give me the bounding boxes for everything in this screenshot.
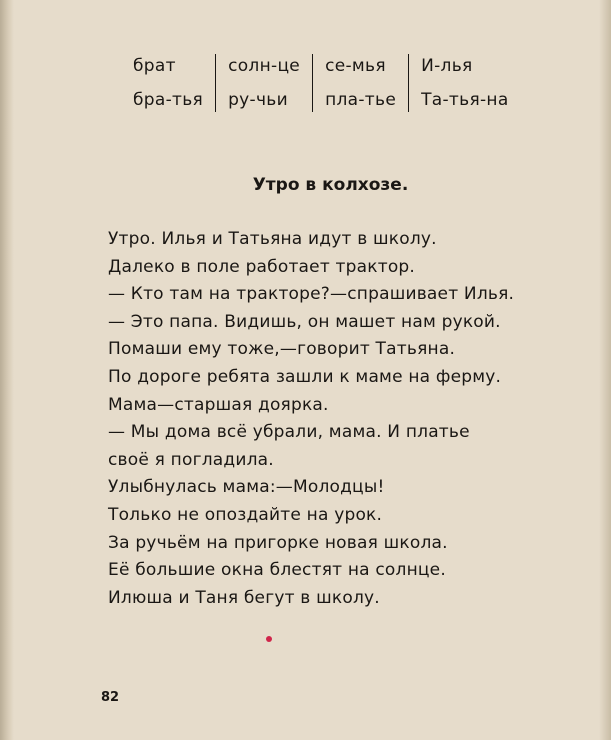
story-line: Утро. Илья и Татьяна идут в школу. (108, 229, 437, 249)
story-line: Илюша и Таня бегут в школу. (108, 587, 380, 608)
story-line: Далеко в поле работает трактор. (108, 256, 416, 277)
syllable-column (408, 54, 520, 112)
story-line: За ручьём на пригорке новая школа. (108, 532, 448, 553)
syllable-column (133, 54, 215, 112)
syllable-word: И-лья (421, 56, 473, 76)
syllable-word: солн-це (228, 56, 301, 76)
story-text (108, 226, 568, 612)
syllable-table (133, 54, 521, 112)
syllable-word-split: Та-тья-на (421, 90, 509, 110)
page-right-edge (599, 0, 611, 740)
page-left-edge (0, 0, 14, 740)
syllable-word: брат (133, 56, 176, 76)
story-line: Улыбнулась мама:—Молодцы! (108, 477, 385, 498)
story-line: — Кто там на тракторе?—спрашивает Илья. (108, 284, 515, 305)
story-line: Только не опоздайте на урок. (108, 504, 383, 525)
story-line: своё я погладила. (108, 449, 274, 470)
story-line: — Мы дома всё убрали, мама. И платье (108, 422, 470, 443)
story-line: — Это папа. Видишь, он машет нам рукой. (108, 311, 501, 332)
syllable-word: се-мья (325, 56, 386, 76)
story-title: Утро в колхозе. (252, 175, 409, 195)
story-line: По дороге ребята зашли к маме на ферму. (108, 366, 502, 387)
syllable-word-split: пла-тье (325, 90, 397, 110)
story-line: Мама—старшая доярка. (108, 394, 329, 415)
syllable-column (215, 54, 312, 112)
story-line: Помаши ему тоже,—говорит Татьяна. (108, 339, 456, 360)
page-number: 82 (101, 690, 120, 705)
syllable-column (312, 54, 408, 112)
story-line: Её большие окна блестят на солнце. (108, 560, 446, 581)
red-dot-mark (266, 636, 272, 642)
syllable-word-split: ру-чьи (228, 90, 288, 110)
syllable-word-split: бра-тья (133, 90, 204, 110)
